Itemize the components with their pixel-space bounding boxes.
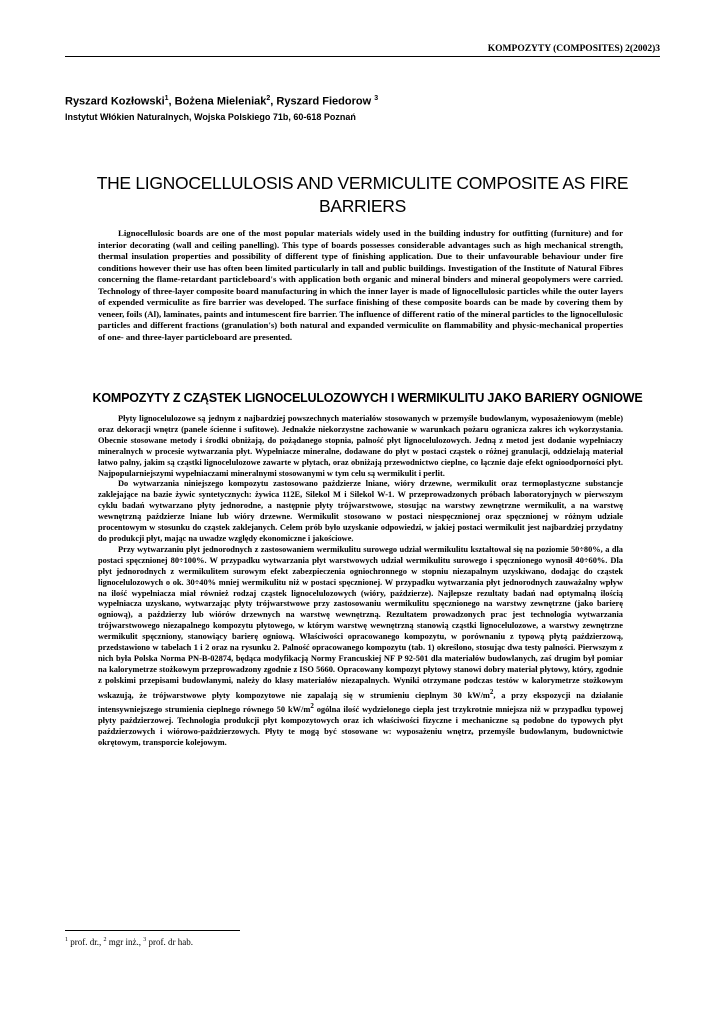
section-heading: KOMPOZYTY Z CZĄSTEK LIGNOCELULOZOWYCH I WERMIKULITU JAKO BARIERY OGNIOWE	[92, 391, 643, 405]
footnote-text-3: prof. dr hab.	[146, 937, 193, 947]
author-1: Ryszard Kozłowski	[65, 95, 165, 108]
footnote	[65, 937, 465, 947]
journal-header: KOMPOZYTY (COMPOSITES) 2(2002)3	[65, 44, 660, 57]
author-2: , Bożena Mieleniak	[168, 95, 267, 108]
footnote-divider	[65, 930, 240, 931]
author-list	[65, 95, 665, 108]
body-paragraph-1: Płyty lignocelulozowe są jednym z najbardziej powszechnych materiałów stosowanych w przemyśle budowlanym, wyposażeniowym (meble) oraz dekoracji wnętrz (panele ścienne i sufitowe). Jednakże niekorzystne zachowanie w warunkach pożaru ogranicza zakres ich wykorzystania. Obecnie stosowane metody i środki obniżają, do pożądanego stopnia, palność płyt lignocelulozowych. Jedną z metod jest dodanie wypełniaczy mineralnych w procesie wytwarzania płyt. Wypełniacze mineralne, dodawane do płyt w postaci cząstek o różnej granulacji, oddzielają materiał łatwo palny, jakim są cząstki lignocelulozowe zawarte w płytach, oraz obniżają przewodnictwo cieplne, co łącznie daje efekt ognioodporności płyt. Najpopularniejszymi wypełniaczami mineralnymi stosowanymi w tym celu są wermikulit i perlit.	[98, 414, 623, 478]
body-paragraph-3-part-b: , a przy ekspozycji na działanie intensywniejszego strumienia cieplnego równego 50 kW/m	[98, 690, 623, 715]
body-paragraph-3-part-a: Przy wytwarzaniu płyt jednorodnych z zastosowaniem wermikulitu surowego udział wermikulitu kształtował się na poziomie 50÷80%, a dla postaci spęcznionej 80÷100%. W przypadku wytwarzania płyt warstwowych udział wermikulitu surowego i spęcznionego wynosił 40÷60%. Dla płyt jednorodnych z wermikulitem surowym efekt zabezpieczenia ogniochronnego w stopniu niezapalnym uzyskiwano, dodając do cząstek lignocelulozowych o ok. 30÷40% mniej wermikulitu niż w postaci spęcznionej. W przypadku wytwarzania płyt jednorodnych zauważalny wpływ na ilość wypełniacza miał również rodzaj cząstek lignocelulozowych (wióry, paździerze). Najlepsze rezultaty badań nad optymalną ilością wypełniacza uzyskano, wytwarzając płyty trójwarstwowe przy zastosowaniu wermikulitu spęcznionego na warstwy zewnętrzne (jako barierę ogniową), a paździerzy lub wiórów drzewnych na warstwę wewnętrzną. Rezultatem prowadzonych prac jest technologia wytwarzania trójwarstwowego niezapalnego kompozytu płytowego, w którym warstwę wewnętrzną stanowią cząstki lignocelulozowe, a warstwy zewnętrzne wermikulit spęczniony, stanowiący barierę ogniową. Właściwości opracowanego kompozytu, w porównaniu z typową płytą paździerzową, przedstawiono w tabelach 1 i 2 oraz na rysunku 2. Palność opracowanego kompozytu (tab. 1) określono, stosując dwa testy palności. Pierwszym z nich była Polska Norma PN-B-02874, będąca modyfikacją Normy Francuskiej NF P 92-501 dla materiałów budowlanych, zaś drugim był pomiar na kalorymetrze stożkowym przeprowadzony zgodnie z ISO 5660. Opracowany kompozyt płytowy stanowi dobry materiał płytowy, który, zgodnie z polskimi przepisami budowlanymi, należy do klasy materiałów niezapalnych. Wyniki otrzymane podczas testów w kalorymetrze stożkowym wskazują, że trójwarstwowe płyty kompozytowe nie zapalają się w strumieniu cieplnym 30 kW/m	[98, 544, 623, 700]
abstract	[98, 228, 623, 343]
abstract-text: Lignocellulosic boards are one of the most popular materials widely used in the building industry for outfitting (furniture) and for interior decorating (wall and ceiling panelling). This type of boards possesses considerable advantages such as high mechanical strength, thermal insulation properties and possibility of different type of finishing application. Due to their unfavourable behaviour under fire conditions however their use has often been limited particularly in tall and public buildings. Investigation of the Institute of Natural Fibres concerning the flame-retardant particleboard's with application both organic and mineral binders and mineral geopolymers were carried. Technology of three-layer composite board manufacturing in which the inner layer is made of lignocellulosic particles while the outer layers of expended vermiculite as fire barrier was developed. The surface finishing of these composite boards can be made by covering them by veneer, foils (Al), laminates, paints and intumescent fire barrier. The influence of different ratio of the mineral particles to the lignocellulosic particles and different fractions (granulation's) both natural and expanded vermiculite on flammability and physic-mechanical properties of one- and three-layer particleboard are presented.	[98, 228, 623, 342]
footnote-text-2: mgr inż.,	[106, 937, 144, 947]
footnote-text-1: prof. dr.,	[68, 937, 104, 947]
author-1-footnote-mark: 1	[164, 95, 169, 102]
affiliation: Instytut Włókien Naturalnych, Wojska Polskiego 71b, 60-618 Poznań	[65, 112, 356, 122]
author-3: , Ryszard Fiedorow	[270, 95, 375, 108]
superscript-2: 2	[489, 687, 494, 696]
footnote-mark-1: 1	[65, 937, 68, 943]
body-paragraph-2: Do wytwarzania niniejszego kompozytu zastosowano paździerze lniane, wióry drzewne, wermikulit oraz termoplastyczne substancje zaklejające na bazie żywic syntetycznych: żywica 112E, Silekol M i Silekol W-1. W przeprowadzonych próbach laboratoryjnych w pierwszym cyklu badań wytwarzano płyty jednorodne, a następnie płyty trójwarstwowe, stosując na warstwy zewnętrzne wermikulit, a na warstwę wewnętrzną paździerze lniane lub wióry drzewne. Wermikulit stosowano w postaci niespęcznionej oraz spęcznionej w różnym udziale procentowym w stosunku do cząstek zaklejanych. Celem prób było uzyskanie odpowiedzi, w jakiej postaci wermikulit jest najbardziej przydatny do produkcji płyt, mając na uwadze względy ekonomiczne i jakościowe.	[98, 479, 623, 543]
footnote-mark-2: 2	[103, 937, 107, 943]
footnote-mark-3: 3	[143, 937, 147, 943]
body-paragraph-3	[98, 545, 623, 749]
superscript-2: 2	[310, 702, 314, 711]
paper-title: THE LIGNOCELLULOSIS AND VERMICULITE COMPOSITE AS FIRE BARRIERS	[96, 173, 629, 216]
author-2-footnote-mark: 2	[266, 95, 271, 102]
body-text	[98, 414, 623, 749]
body-paragraph-3-part-c: ogólna ilość wydzielonego ciepła jest trzykrotnie mniejsza niż w przypadku typowej płyty paździerzowej. Technologia produkcji płyt kompozytowych oraz ich właściwości fizyczne i mechaniczne są podobne do typowych płyt paździerzowych i wiórowo-paździerzowych. Płyty te mogą być stosowane w: wyposażeniu wnętrz, przemyśle budowlanym, budownictwie okrętowym, transporcie kolejowym.	[98, 705, 623, 747]
author-3-footnote-mark: 3	[374, 95, 379, 102]
